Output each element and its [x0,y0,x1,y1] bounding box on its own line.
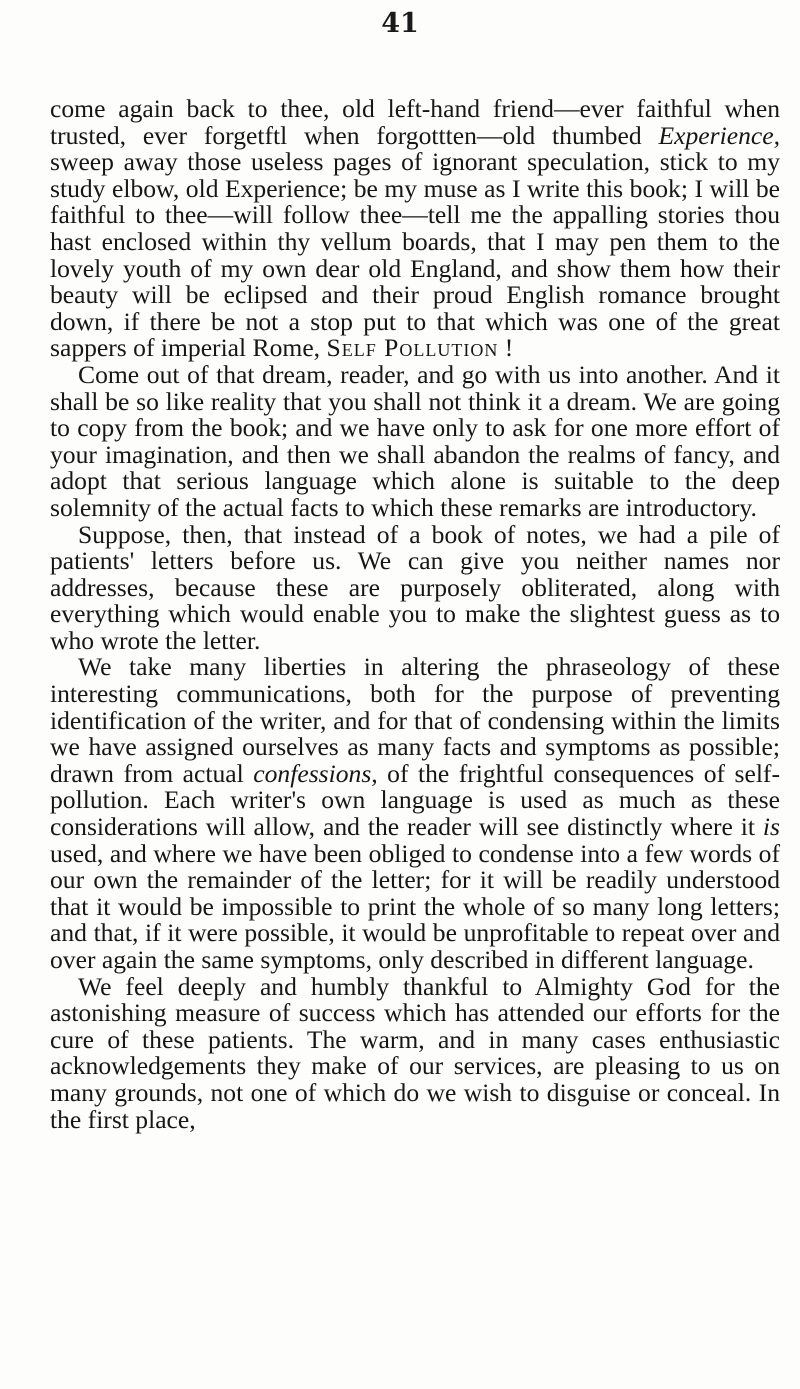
paragraph-text: of the frightful consequences of self-pollution. Each writer's own language is used as much as these considerations will allow, and the reader will see distinctly where it [50,758,780,842]
italic-text: Experience, [658,120,780,150]
paragraph-text: sweep away those useless pages of ignorant speculation, stick to my study elbow, old Experience; be my muse as I write this book; I will be faithful to thee—will follow thee—tell me the appalling stories thou hast enclosed within thy vellum boards, that I may pen them to the lovely youth of my own dear old England, and show them how their beauty will be eclipsed and their proud English romance brought down, if there be not a stop put to that which was one of the great sappers of imperial Rome, [50,147,780,363]
paragraph-text: ! [498,333,514,363]
paragraph-text: We feel deeply and humbly thankful to Almighty God for the astonishing measure of success which has attended our efforts for the cure of these patients. The warm, and in many cases enthusiastic acknowledgements they make of our services, are pleasing to us on many grounds, not one of which do we wish to disguise or conceal. In the first place, [50,971,780,1134]
body-text [50,96,780,1133]
paragraph [50,654,780,973]
paragraph-text: Suppose, then, that instead of a book of notes, we had a pile of patients' letters before us. We can give you neither names nor addresses, because these are purposely obliterated, along with everything which would enable you to make the slightest guess as to who wrote the letter. [50,519,780,655]
paragraph-text: We take many liberties in altering the phraseology of these interesting communications, both for the purpose of preventing identification of the writer, and for that of condensing within the limits we have assigned ourselves as many facts and symptoms as possible; drawn from actual [50,652,780,788]
paragraph-text: used, and where we have been obliged to condense into a few words of our own the remainder of the letter; for it will be readily understood that it would be impossible to print the whole of so many long letters; and that, if it were possible, it would be unprofitable to repeat over and over again the same symptoms, only described in different language. [50,838,780,974]
paragraph [50,971,780,1134]
page-number: 41 [381,8,419,39]
paragraph-text: come again back to thee, old left-hand friend—ever faithful when trusted, ever forgetftl when forgottten—old thumbed [50,94,780,150]
paragraph [50,96,780,362]
italic-text: confessions, [253,758,378,788]
small-caps-text: Self Pollution [326,333,499,363]
paragraph-text: Come out of that dream, reader, and go with us into another. And it shall be so like reality that you shall not think it a dream. We are going to copy from the book; and we have only to ask for one more effort of your imagination, and then we shall abandon the realms of fancy, and adopt that serious language which alone is suitable to the deep solemnity of the actual facts to which these remarks are introductory. [50,359,780,522]
italic-text: is [762,812,780,842]
paragraph [50,359,780,522]
paragraph [50,519,780,655]
